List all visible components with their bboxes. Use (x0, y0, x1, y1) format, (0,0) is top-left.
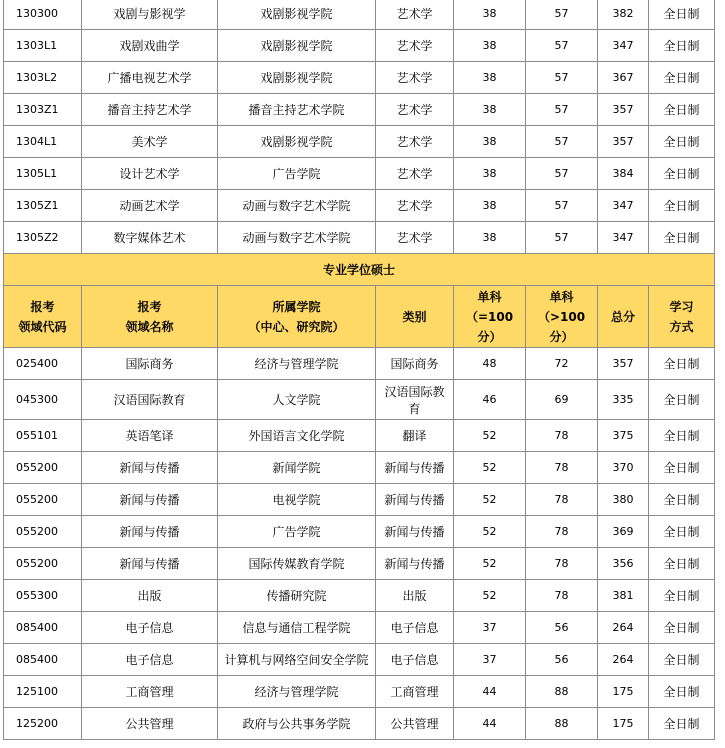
cell-category: 新闻与传播 (376, 516, 454, 548)
cell-total: 347 (598, 30, 649, 62)
cell-single-100: 38 (454, 62, 526, 94)
cell-category: 新闻与传播 (376, 484, 454, 516)
cell-name: 英语笔译 (82, 420, 218, 452)
cell-code: 055300 (4, 580, 82, 612)
header-total: 总分 (598, 286, 649, 348)
cell-total: 347 (598, 190, 649, 222)
cell-single-gt100: 69 (526, 380, 598, 420)
cell-category: 电子信息 (376, 644, 454, 676)
cell-category: 出版 (376, 580, 454, 612)
cell-single-100: 38 (454, 126, 526, 158)
cell-single-gt100: 78 (526, 548, 598, 580)
cell-name: 公共管理 (82, 708, 218, 740)
professional-degree-section (4, 254, 715, 348)
cell-mode: 全日制 (649, 348, 715, 380)
table-row (4, 62, 715, 94)
cell-single-100: 46 (454, 380, 526, 420)
cell-total: 380 (598, 484, 649, 516)
table-row (4, 644, 715, 676)
cell-single-100: 52 (454, 484, 526, 516)
cell-college: 经济与管理学院 (218, 348, 376, 380)
cell-total: 370 (598, 452, 649, 484)
cell-code: 1305L1 (4, 158, 82, 190)
cell-college: 戏剧影视学院 (218, 0, 376, 30)
table-row (4, 190, 715, 222)
cell-name: 国际商务 (82, 348, 218, 380)
cell-total: 367 (598, 62, 649, 94)
cell-single-gt100: 56 (526, 612, 598, 644)
cell-code: 055200 (4, 452, 82, 484)
cell-single-100: 52 (454, 420, 526, 452)
header-code: 报考 领域代码 (4, 286, 82, 348)
table-row (4, 484, 715, 516)
cell-college: 信息与通信工程学院 (218, 612, 376, 644)
cell-college: 动画与数字艺术学院 (218, 190, 376, 222)
cell-name: 汉语国际教育 (82, 380, 218, 420)
header-single-100: 单科 （=100 分） (454, 286, 526, 348)
cell-code: 125100 (4, 676, 82, 708)
cell-name: 新闻与传播 (82, 484, 218, 516)
cell-mode: 全日制 (649, 452, 715, 484)
cell-single-gt100: 57 (526, 222, 598, 254)
table-row (4, 222, 715, 254)
cell-category: 艺术学 (376, 0, 454, 30)
cell-single-100: 52 (454, 452, 526, 484)
cell-code: 1305Z2 (4, 222, 82, 254)
cell-mode: 全日制 (649, 612, 715, 644)
cell-name: 电子信息 (82, 644, 218, 676)
cell-total: 369 (598, 516, 649, 548)
cell-single-gt100: 56 (526, 644, 598, 676)
cell-total: 357 (598, 348, 649, 380)
cell-category: 艺术学 (376, 190, 454, 222)
cell-name: 播音主持艺术学 (82, 94, 218, 126)
cell-single-100: 38 (454, 190, 526, 222)
cell-category: 艺术学 (376, 126, 454, 158)
cell-mode: 全日制 (649, 580, 715, 612)
cell-category: 电子信息 (376, 612, 454, 644)
cell-single-gt100: 72 (526, 348, 598, 380)
cell-code: 1303L2 (4, 62, 82, 94)
cell-category: 艺术学 (376, 30, 454, 62)
cell-single-100: 38 (454, 158, 526, 190)
cell-total: 357 (598, 126, 649, 158)
cell-name: 新闻与传播 (82, 452, 218, 484)
table-row (4, 612, 715, 644)
cell-mode: 全日制 (649, 676, 715, 708)
cell-category: 翻译 (376, 420, 454, 452)
table-row (4, 452, 715, 484)
header-category: 类别 (376, 286, 454, 348)
cell-total: 381 (598, 580, 649, 612)
cell-name: 动画艺术学 (82, 190, 218, 222)
cell-college: 播音主持艺术学院 (218, 94, 376, 126)
cell-category: 艺术学 (376, 62, 454, 94)
upper-section (4, 0, 715, 254)
cell-total: 264 (598, 612, 649, 644)
cell-single-100: 52 (454, 516, 526, 548)
cell-single-gt100: 57 (526, 190, 598, 222)
cell-total: 384 (598, 158, 649, 190)
cell-total: 375 (598, 420, 649, 452)
cell-code: 1303Z1 (4, 94, 82, 126)
cell-mode: 全日制 (649, 380, 715, 420)
table-row (4, 158, 715, 190)
cell-single-gt100: 78 (526, 580, 598, 612)
table-row (4, 126, 715, 158)
cell-college: 动画与数字艺术学院 (218, 222, 376, 254)
cell-code: 1303L1 (4, 30, 82, 62)
cell-single-gt100: 57 (526, 62, 598, 94)
cell-single-gt100: 78 (526, 484, 598, 516)
cell-college: 国际传媒教育学院 (218, 548, 376, 580)
cell-single-100: 38 (454, 0, 526, 30)
cell-mode: 全日制 (649, 644, 715, 676)
cell-name: 工商管理 (82, 676, 218, 708)
cell-single-100: 44 (454, 708, 526, 740)
cell-mode: 全日制 (649, 94, 715, 126)
cell-college: 电视学院 (218, 484, 376, 516)
cell-single-100: 48 (454, 348, 526, 380)
table-row (4, 380, 715, 420)
cell-college: 人文学院 (218, 380, 376, 420)
cell-category: 国际商务 (376, 348, 454, 380)
cell-total: 335 (598, 380, 649, 420)
section-band-row (4, 254, 715, 286)
table-row (4, 548, 715, 580)
cell-mode: 全日制 (649, 190, 715, 222)
cell-code: 130300 (4, 0, 82, 30)
table-row (4, 676, 715, 708)
cell-single-gt100: 57 (526, 30, 598, 62)
cell-mode: 全日制 (649, 484, 715, 516)
cell-category: 汉语国际教 育 (376, 380, 454, 420)
lower-section (4, 348, 715, 740)
cell-single-gt100: 88 (526, 708, 598, 740)
cell-single-gt100: 78 (526, 452, 598, 484)
cell-code: 055200 (4, 548, 82, 580)
cell-category: 艺术学 (376, 94, 454, 126)
cell-single-gt100: 57 (526, 126, 598, 158)
cell-code: 1304L1 (4, 126, 82, 158)
table-row (4, 0, 715, 30)
cell-single-gt100: 78 (526, 516, 598, 548)
cell-single-gt100: 57 (526, 158, 598, 190)
cell-name: 广播电视艺术学 (82, 62, 218, 94)
admission-score-table (3, 0, 715, 740)
table-row (4, 30, 715, 62)
cell-code: 085400 (4, 644, 82, 676)
cell-code: 025400 (4, 348, 82, 380)
cell-mode: 全日制 (649, 548, 715, 580)
cell-category: 艺术学 (376, 222, 454, 254)
cell-code: 125200 (4, 708, 82, 740)
cell-college: 传播研究院 (218, 580, 376, 612)
cell-total: 357 (598, 94, 649, 126)
cell-name: 戏剧与影视学 (82, 0, 218, 30)
cell-name: 设计艺术学 (82, 158, 218, 190)
cell-name: 新闻与传播 (82, 516, 218, 548)
cell-name: 美术学 (82, 126, 218, 158)
cell-code: 055101 (4, 420, 82, 452)
cell-single-100: 52 (454, 548, 526, 580)
cell-total: 264 (598, 644, 649, 676)
cell-single-gt100: 88 (526, 676, 598, 708)
cell-name: 电子信息 (82, 612, 218, 644)
cell-single-100: 44 (454, 676, 526, 708)
cell-college: 广告学院 (218, 516, 376, 548)
header-college: 所属学院 （中心、研究院） (218, 286, 376, 348)
table-row (4, 94, 715, 126)
cell-code: 1305Z1 (4, 190, 82, 222)
cell-category: 工商管理 (376, 676, 454, 708)
header-name: 报考 领域名称 (82, 286, 218, 348)
cell-total: 175 (598, 708, 649, 740)
cell-code: 055200 (4, 516, 82, 548)
table-row (4, 516, 715, 548)
cell-college: 政府与公共事务学院 (218, 708, 376, 740)
cell-college: 戏剧影视学院 (218, 30, 376, 62)
table-row (4, 348, 715, 380)
cell-total: 175 (598, 676, 649, 708)
table-row (4, 580, 715, 612)
cell-code: 045300 (4, 380, 82, 420)
cell-mode: 全日制 (649, 126, 715, 158)
cell-college: 戏剧影视学院 (218, 62, 376, 94)
cell-single-100: 38 (454, 30, 526, 62)
cell-total: 347 (598, 222, 649, 254)
cell-single-100: 52 (454, 580, 526, 612)
section-title: 专业学位硕士 (4, 254, 715, 286)
cell-mode: 全日制 (649, 158, 715, 190)
cell-college: 新闻学院 (218, 452, 376, 484)
cell-name: 出版 (82, 580, 218, 612)
cell-name: 新闻与传播 (82, 548, 218, 580)
cell-category: 新闻与传播 (376, 548, 454, 580)
cell-college: 戏剧影视学院 (218, 126, 376, 158)
column-header-row (4, 286, 715, 348)
cell-name: 数字媒体艺术 (82, 222, 218, 254)
table-row (4, 420, 715, 452)
cell-total: 382 (598, 0, 649, 30)
cell-category: 艺术学 (376, 158, 454, 190)
cell-single-gt100: 57 (526, 0, 598, 30)
cell-single-gt100: 78 (526, 420, 598, 452)
cell-name: 戏剧戏曲学 (82, 30, 218, 62)
cell-mode: 全日制 (649, 222, 715, 254)
table-row (4, 708, 715, 740)
cell-college: 广告学院 (218, 158, 376, 190)
header-single-gt100: 单科 （>100 分） (526, 286, 598, 348)
cell-single-100: 37 (454, 644, 526, 676)
cell-college: 计算机与网络空间安全学院 (218, 644, 376, 676)
cell-college: 经济与管理学院 (218, 676, 376, 708)
cell-single-100: 38 (454, 94, 526, 126)
cell-mode: 全日制 (649, 708, 715, 740)
cell-college: 外国语言文化学院 (218, 420, 376, 452)
cell-mode: 全日制 (649, 516, 715, 548)
cell-single-100: 37 (454, 612, 526, 644)
cell-category: 新闻与传播 (376, 452, 454, 484)
cell-single-gt100: 57 (526, 94, 598, 126)
cell-mode: 全日制 (649, 30, 715, 62)
cell-total: 356 (598, 548, 649, 580)
cell-mode: 全日制 (649, 420, 715, 452)
cell-code: 085400 (4, 612, 82, 644)
header-mode: 学习 方式 (649, 286, 715, 348)
cell-mode: 全日制 (649, 62, 715, 94)
cell-code: 055200 (4, 484, 82, 516)
cell-mode: 全日制 (649, 0, 715, 30)
cell-category: 公共管理 (376, 708, 454, 740)
cell-single-100: 38 (454, 222, 526, 254)
